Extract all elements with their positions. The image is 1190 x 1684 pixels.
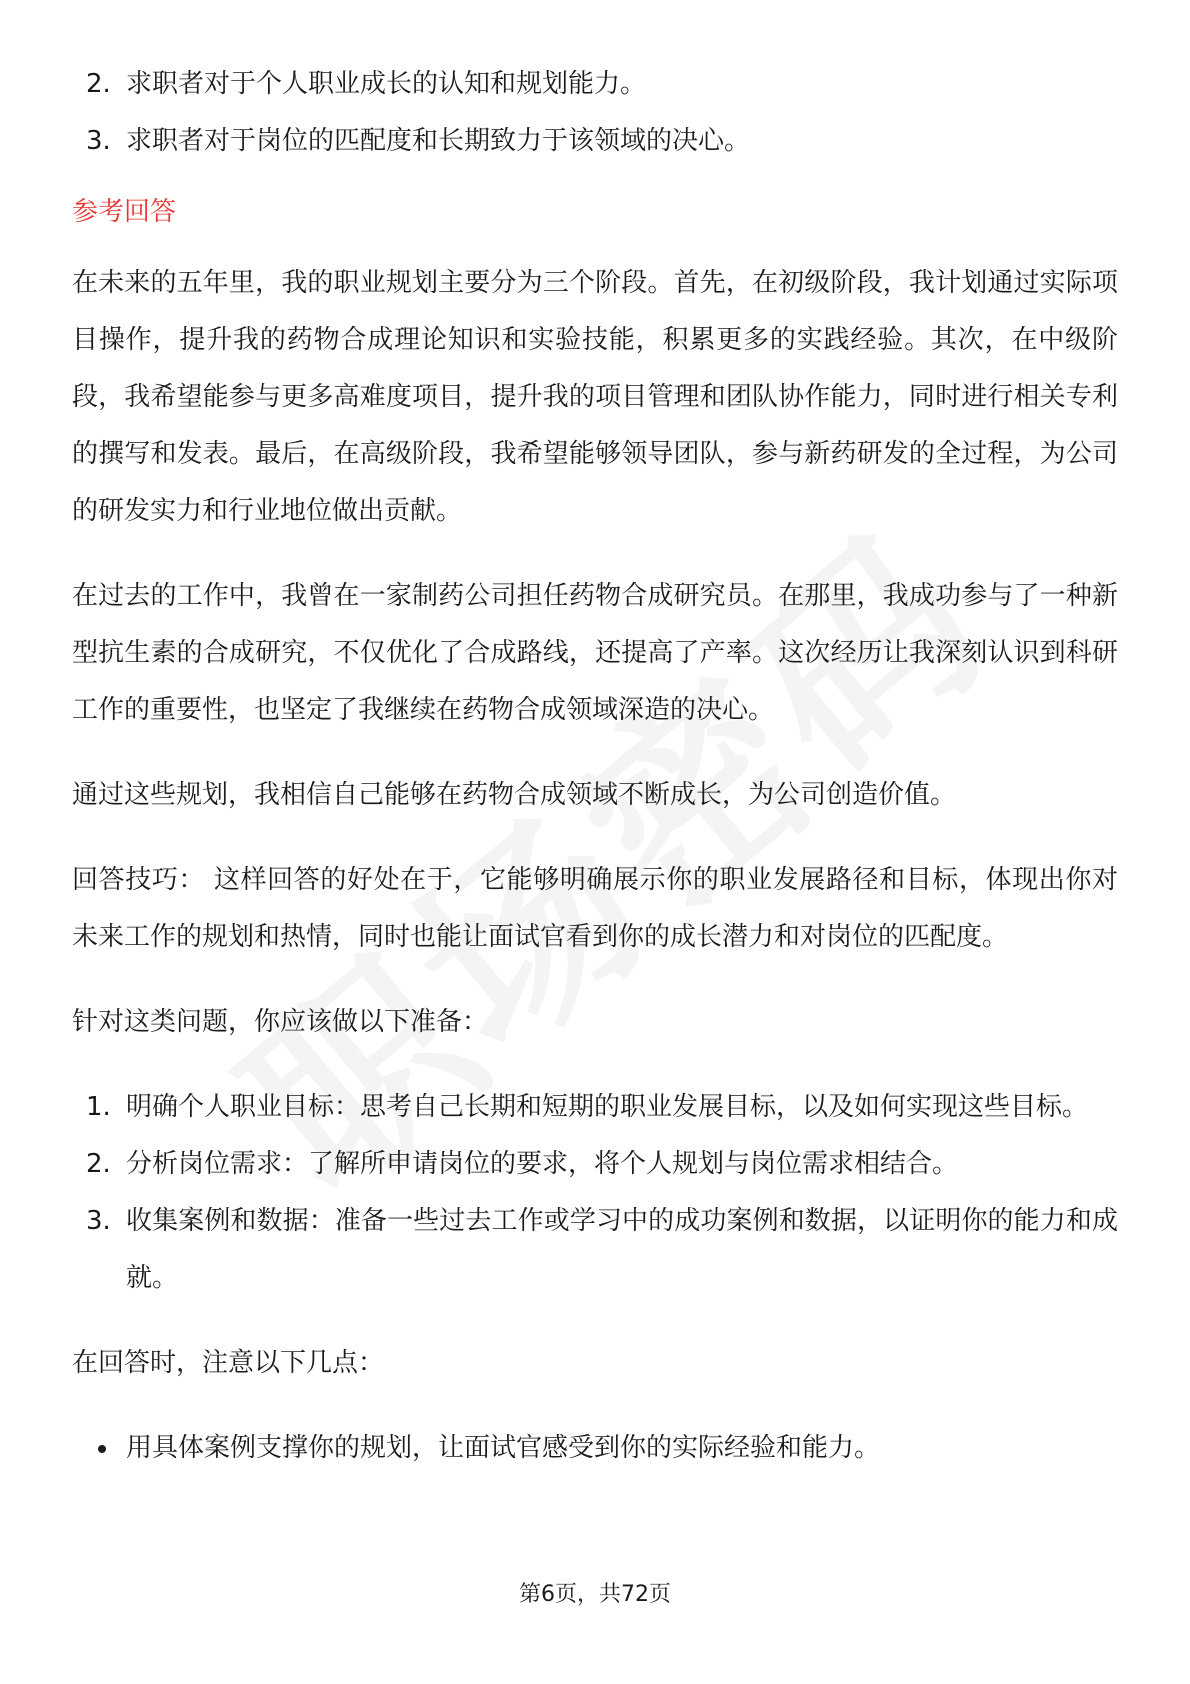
list-marker: 3.: [86, 126, 111, 156]
notes-intro: 在回答时，注意以下几点：: [72, 1348, 385, 1378]
list-item: [72, 1079, 1118, 1136]
preparation-list: [72, 1079, 1118, 1307]
list-marker: 2.: [86, 1149, 111, 1179]
list-item: [72, 1193, 1118, 1307]
bullet-item-text: 用具体案例支撑你的规划，让面试官感受到你的实际经验和能力。: [126, 1433, 881, 1463]
list-marker: 3.: [86, 1206, 111, 1236]
answer-paragraph-experience: 在过去的工作中，我曾在一家制药公司担任药物合成研究员。在那里，我成功参与了一种新型抗生素的合成研究，不仅优化了合成路线，还提高了产率。这次经历让我深刻认识到科研工作的重要性，也坚定了我继续在药物合成领域深造的决心。: [72, 581, 1118, 725]
answer-tips-paragraph: 回答技巧： 这样回答的好处在于，它能够明确展示你的职业发展路径和目标，体现出你对未来工作的规划和热情，同时也能让面试官看到你的成长潜力和对岗位的匹配度。: [72, 865, 1118, 952]
answer-paragraph-plan: 在未来的五年里，我的职业规划主要分为三个阶段。首先，在初级阶段，我计划通过实际项目操作，提升我的药物合成理论知识和实验技能，积累更多的实践经验。其次，在中级阶段，我希望能参与更多高难度项目，提升我的项目管理和团队协作能力，同时进行相关专利的撰写和发表。最后，在高级阶段，我希望能够领导团队，参与新药研发的全过程，为公司的研发实力和行业地位做出贡献。: [72, 268, 1118, 526]
list-item-text: 求职者对于岗位的匹配度和长期致力于该领域的决心。: [126, 126, 751, 156]
list-marker: 1.: [86, 1092, 111, 1122]
list-item-text: 求职者对于个人职业成长的认知和规划能力。: [126, 69, 647, 99]
list-marker: 2.: [86, 69, 111, 99]
list-item-text: 明确个人职业目标：思考自己长期和短期的职业发展目标，以及如何实现这些目标。: [126, 1092, 1089, 1122]
preparation-intro: 针对这类问题，你应该做以下准备：: [72, 1007, 489, 1037]
list-item-text: 收集案例和数据：准备一些过去工作或学习中的成功案例和数据，以证明你的能力和成就。: [126, 1206, 1118, 1293]
section-title: 参考回答: [72, 197, 177, 227]
page-footer: 第6页，共72页: [519, 1582, 671, 1607]
answer-paragraph-conclusion: 通过这些规划，我相信自己能够在药物合成领域不断成长，为公司创造价值。: [72, 780, 957, 810]
list-item: [72, 113, 1118, 170]
list-item-text: 分析岗位需求：了解所申请岗位的要求，将个人规划与岗位需求相结合。: [126, 1149, 959, 1179]
top-numbered-list: [72, 56, 1118, 170]
notes-bullet-list: [72, 1420, 1118, 1477]
list-item: [72, 56, 1118, 113]
document-page: [72, 56, 1118, 1477]
bullet-item: [72, 1420, 1118, 1477]
bullet-dot-icon: [98, 1445, 106, 1453]
list-item: [72, 1136, 1118, 1193]
